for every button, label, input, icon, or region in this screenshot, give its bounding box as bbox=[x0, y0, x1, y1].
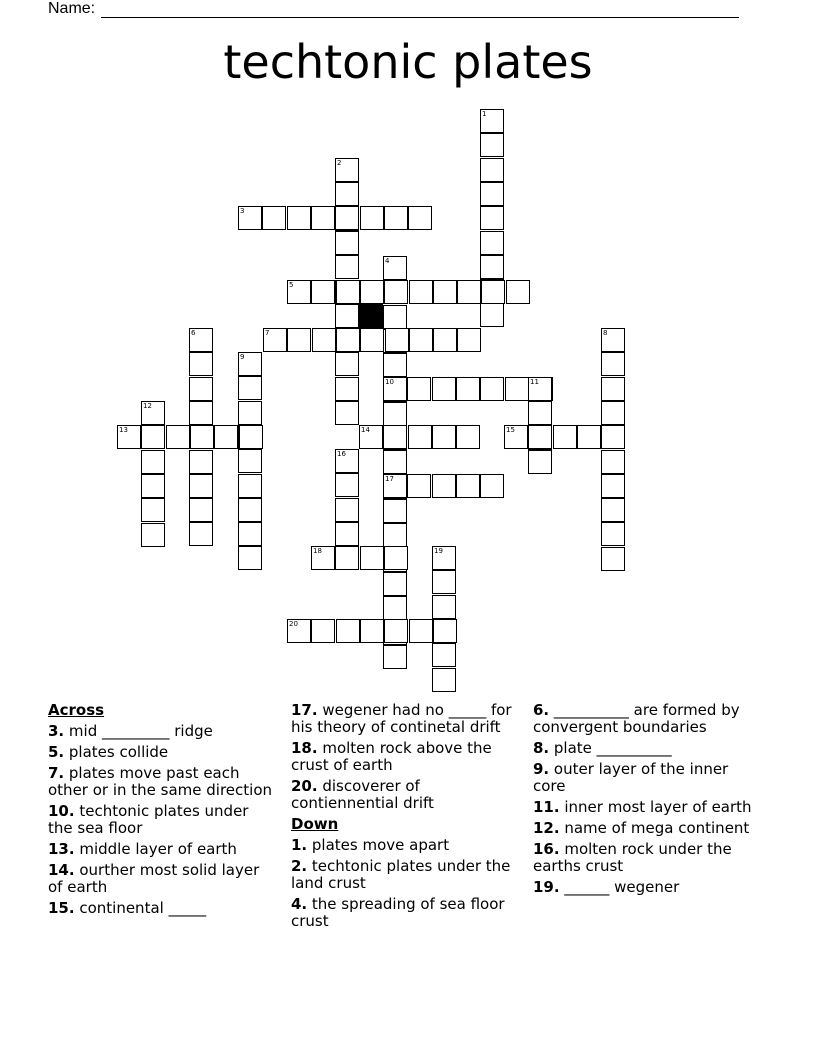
clue-item-text: discoverer of contiennential drift bbox=[291, 777, 434, 812]
clue-item bbox=[291, 896, 517, 930]
crossword-cell[interactable] bbox=[311, 206, 335, 230]
crossword-cell[interactable] bbox=[360, 546, 384, 570]
crossword-cell[interactable] bbox=[457, 280, 481, 304]
crossword-cell[interactable] bbox=[383, 402, 407, 426]
crossword-cell[interactable] bbox=[407, 377, 431, 401]
crossword-cell[interactable] bbox=[407, 474, 431, 498]
clue-item-text: plate __________ bbox=[549, 739, 672, 757]
clue-item-text: the spreading of sea floor crust bbox=[291, 895, 505, 930]
crossword-cell[interactable] bbox=[335, 182, 359, 206]
clue-item-text: outer layer of the inner core bbox=[533, 760, 729, 795]
clue-number: 6 bbox=[191, 329, 196, 337]
clue-number: 16 bbox=[337, 450, 346, 458]
crossword-cell[interactable] bbox=[383, 499, 407, 523]
crossword-cell[interactable] bbox=[432, 474, 456, 498]
crossword-cell[interactable] bbox=[409, 619, 433, 643]
clue-number: 7 bbox=[265, 329, 270, 337]
crossword-cell[interactable] bbox=[336, 280, 360, 304]
crossword-cell[interactable] bbox=[335, 255, 359, 279]
crossword-cell[interactable] bbox=[214, 425, 238, 449]
clue-item-text: plates move past each other or in the same direction bbox=[48, 764, 273, 799]
across-heading: Across bbox=[48, 701, 105, 719]
clue-item-text: techtonic plates under the land crust bbox=[291, 857, 511, 892]
clue-item-number: 12. bbox=[533, 819, 560, 837]
clue-number: 14 bbox=[361, 426, 370, 434]
crossword-cell[interactable] bbox=[433, 619, 457, 643]
crossword-cell[interactable] bbox=[189, 522, 213, 546]
crossword-cell[interactable] bbox=[189, 401, 213, 425]
crossword-cell[interactable] bbox=[432, 595, 456, 619]
clue-item-text: ourther most solid layer of earth bbox=[48, 861, 260, 896]
crossword-cell[interactable] bbox=[383, 305, 407, 329]
crossword-cell[interactable] bbox=[311, 280, 335, 304]
crossword-cell[interactable] bbox=[480, 303, 504, 327]
clue-item bbox=[291, 702, 517, 736]
crossword-cell[interactable] bbox=[601, 498, 625, 522]
clue-item-number: 5. bbox=[48, 743, 65, 761]
clue-number: 12 bbox=[143, 402, 152, 410]
crossword-cell[interactable] bbox=[480, 255, 504, 279]
crossword-cell[interactable] bbox=[528, 425, 552, 449]
page-title: techtonic plates bbox=[223, 35, 593, 89]
crossword-cell[interactable] bbox=[383, 572, 407, 596]
crossword-cell[interactable] bbox=[601, 401, 625, 425]
crossword-cell[interactable] bbox=[481, 280, 505, 304]
crossword-cell[interactable] bbox=[383, 425, 407, 449]
clue-item bbox=[48, 744, 276, 761]
crossword-cell[interactable] bbox=[480, 231, 504, 255]
clue-item-number: 2. bbox=[291, 857, 308, 875]
crossword-cell[interactable] bbox=[480, 158, 504, 182]
crossword-cell[interactable] bbox=[189, 498, 213, 522]
clue-item bbox=[48, 765, 276, 799]
crossword-cell[interactable] bbox=[480, 182, 504, 206]
clue-number: 8 bbox=[603, 329, 608, 337]
clue-item-text: middle layer of earth bbox=[74, 840, 237, 858]
clue-item-text: continental _____ bbox=[74, 899, 207, 917]
clue-item-text: molten rock under the earths crust bbox=[533, 840, 732, 875]
crossword-cell[interactable] bbox=[238, 401, 262, 425]
crossword-cell[interactable] bbox=[287, 206, 311, 230]
clue-number: 2 bbox=[337, 159, 342, 167]
clue-item-number: 13. bbox=[48, 840, 75, 858]
clue-item bbox=[533, 879, 763, 896]
crossword-cell[interactable] bbox=[384, 280, 408, 304]
crossword-cell[interactable] bbox=[601, 474, 625, 498]
crossword-cell[interactable] bbox=[311, 619, 335, 643]
crossword-cell[interactable] bbox=[189, 352, 213, 376]
crossword-cell[interactable] bbox=[383, 645, 407, 669]
crossword-cell[interactable] bbox=[238, 498, 262, 522]
clue-item-text: ______ wegener bbox=[559, 878, 680, 896]
crossword-cell[interactable] bbox=[312, 328, 336, 352]
clue-item-number: 4. bbox=[291, 895, 308, 913]
clue-item-number: 20. bbox=[291, 777, 318, 795]
crossword-cell[interactable] bbox=[480, 377, 504, 401]
down-clue-list bbox=[291, 837, 517, 930]
crossword-cell[interactable] bbox=[238, 546, 262, 570]
crossword-cell[interactable] bbox=[433, 280, 457, 304]
clue-number: 19 bbox=[434, 547, 443, 555]
crossword-cell[interactable] bbox=[335, 546, 359, 570]
crossword-cell[interactable] bbox=[601, 450, 625, 474]
crossword-cell[interactable] bbox=[141, 474, 165, 498]
crossword-cell[interactable] bbox=[432, 668, 456, 692]
crossword-cell[interactable] bbox=[456, 425, 480, 449]
clue-item-number: 18. bbox=[291, 739, 318, 757]
clue-item bbox=[291, 778, 517, 812]
clue-column-3 bbox=[533, 702, 763, 900]
crossword-cell[interactable] bbox=[456, 474, 480, 498]
clue-item bbox=[48, 862, 276, 896]
clue-item-number: 15. bbox=[48, 899, 75, 917]
crossword-cell[interactable] bbox=[456, 377, 480, 401]
clue-number: 1 bbox=[482, 110, 487, 118]
crossword-cell[interactable] bbox=[335, 304, 359, 328]
clue-number: 3 bbox=[240, 207, 245, 215]
crossword-cell[interactable] bbox=[601, 547, 625, 571]
crossword-cell[interactable] bbox=[383, 353, 407, 377]
crossword-cell[interactable] bbox=[335, 473, 359, 497]
clue-item-number: 11. bbox=[533, 798, 560, 816]
crossword-cell[interactable] bbox=[238, 474, 262, 498]
clue-item bbox=[533, 761, 763, 795]
crossword-cell[interactable] bbox=[360, 206, 384, 230]
crossword-cell[interactable] bbox=[385, 328, 409, 352]
clue-item-number: 9. bbox=[533, 760, 550, 778]
crossword-cell[interactable] bbox=[505, 377, 529, 401]
clue-item-number: 17. bbox=[291, 701, 318, 719]
clue-number: 20 bbox=[289, 620, 298, 628]
down-heading: Down bbox=[291, 815, 339, 833]
clue-number: 11 bbox=[530, 378, 539, 386]
crossword-cell[interactable] bbox=[239, 425, 263, 449]
crossword-cell[interactable] bbox=[528, 450, 552, 474]
clue-column-1 bbox=[48, 702, 276, 921]
across-clue-list bbox=[48, 723, 276, 917]
clue-item-number: 10. bbox=[48, 802, 75, 820]
crossword-cell[interactable] bbox=[432, 643, 456, 667]
clue-item-text: techtonic plates under the sea floor bbox=[48, 802, 249, 837]
crossword-cell[interactable] bbox=[553, 425, 577, 449]
crossword-cell[interactable] bbox=[336, 619, 360, 643]
clue-item bbox=[48, 841, 276, 858]
clue-item bbox=[533, 841, 763, 875]
crossword-cell[interactable] bbox=[409, 280, 433, 304]
clue-item-number: 14. bbox=[48, 861, 75, 879]
clue-number: 13 bbox=[119, 426, 128, 434]
clue-item bbox=[291, 858, 517, 892]
crossword-cell[interactable] bbox=[383, 523, 407, 547]
crossword-cell[interactable] bbox=[141, 523, 165, 547]
clue-item bbox=[533, 702, 763, 736]
clue-item-text: inner most layer of earth bbox=[559, 798, 752, 816]
crossword-cell[interactable] bbox=[189, 377, 213, 401]
crossword-cell[interactable] bbox=[480, 474, 504, 498]
clue-item-number: 1. bbox=[291, 836, 308, 854]
crossword-cell[interactable] bbox=[238, 449, 262, 473]
clue-item-text: __________ are formed by convergent boundaries bbox=[533, 701, 740, 736]
clue-item bbox=[533, 740, 763, 757]
clue-number: 4 bbox=[385, 257, 390, 265]
crossword-cell[interactable] bbox=[432, 425, 456, 449]
crossword-cell[interactable] bbox=[432, 377, 456, 401]
crossword-cell[interactable] bbox=[287, 328, 311, 352]
black-square bbox=[359, 304, 383, 328]
crossword-cell[interactable] bbox=[384, 206, 408, 230]
clue-item-number: 19. bbox=[533, 878, 560, 896]
crossword-cell[interactable] bbox=[335, 401, 359, 425]
crossword-cell[interactable] bbox=[383, 596, 407, 620]
crossword-cell[interactable] bbox=[335, 206, 359, 230]
clue-item bbox=[48, 900, 276, 917]
crossword-cell[interactable] bbox=[335, 352, 359, 376]
crossword-cell[interactable] bbox=[577, 425, 601, 449]
crossword-cell[interactable] bbox=[141, 450, 165, 474]
clue-number: 17 bbox=[385, 475, 394, 483]
crossword-cell[interactable] bbox=[408, 206, 432, 230]
crossword-cell[interactable] bbox=[457, 328, 481, 352]
clue-item-number: 7. bbox=[48, 764, 65, 782]
crossword-cell[interactable] bbox=[480, 206, 504, 230]
crossword-cell[interactable] bbox=[384, 546, 408, 570]
crossword-cell[interactable] bbox=[190, 425, 214, 449]
crossword-cell[interactable] bbox=[384, 619, 408, 643]
clue-item-number: 8. bbox=[533, 739, 550, 757]
crossword-cell[interactable] bbox=[360, 328, 384, 352]
crossword-cell[interactable] bbox=[189, 450, 213, 474]
crossword-cell[interactable] bbox=[360, 280, 384, 304]
crossword-cell[interactable] bbox=[601, 425, 625, 449]
clue-item bbox=[48, 723, 276, 740]
clue-number: 5 bbox=[289, 281, 294, 289]
crossword-cell[interactable] bbox=[480, 133, 504, 157]
clue-item-text: wegener had no _____ for his theory of continetal drift bbox=[291, 701, 512, 736]
clue-item bbox=[533, 799, 763, 816]
name-label: Name: bbox=[48, 0, 96, 17]
crossword-cell[interactable] bbox=[601, 522, 625, 546]
crossword-cell[interactable] bbox=[408, 425, 432, 449]
crossword-cell[interactable] bbox=[335, 498, 359, 522]
clue-item bbox=[291, 837, 517, 854]
clue-item-text: mid _________ ridge bbox=[64, 722, 213, 740]
across-clue-list-continued bbox=[291, 702, 517, 812]
clue-item-text: plates collide bbox=[64, 743, 169, 761]
crossword-cell[interactable] bbox=[601, 352, 625, 376]
crossword-cell[interactable] bbox=[141, 498, 165, 522]
crossword-cell[interactable] bbox=[238, 522, 262, 546]
clue-item-number: 6. bbox=[533, 701, 550, 719]
crossword-cell[interactable] bbox=[335, 522, 359, 546]
clue-column-2 bbox=[291, 702, 517, 934]
clue-item bbox=[48, 803, 276, 837]
clue-number: 10 bbox=[385, 378, 394, 386]
crossword-cell[interactable] bbox=[238, 376, 262, 400]
clue-item bbox=[291, 740, 517, 774]
clue-item bbox=[533, 820, 763, 837]
crossword-cell[interactable] bbox=[433, 328, 457, 352]
clue-number: 18 bbox=[313, 547, 322, 555]
crossword-cell[interactable] bbox=[189, 474, 213, 498]
crossword-cell[interactable] bbox=[335, 231, 359, 255]
crossword-cell[interactable] bbox=[360, 619, 384, 643]
crossword-cell[interactable] bbox=[335, 377, 359, 401]
clue-item-number: 3. bbox=[48, 722, 65, 740]
crossword-cell[interactable] bbox=[528, 401, 552, 425]
crossword-cell[interactable] bbox=[141, 425, 165, 449]
crossword-cell[interactable] bbox=[601, 377, 625, 401]
crossword-cell[interactable] bbox=[432, 570, 456, 594]
crossword-cell[interactable] bbox=[409, 328, 433, 352]
clue-number: 9 bbox=[240, 353, 245, 361]
crossword-cell[interactable] bbox=[166, 425, 190, 449]
clue-item-text: molten rock above the crust of earth bbox=[291, 739, 492, 774]
clue-item-text: name of mega continent bbox=[559, 819, 750, 837]
crossword-cell[interactable] bbox=[383, 450, 407, 474]
clue-number: 15 bbox=[506, 426, 515, 434]
crossword-cell[interactable] bbox=[506, 280, 530, 304]
clue-item-number: 16. bbox=[533, 840, 560, 858]
crossword-cell[interactable] bbox=[336, 328, 360, 352]
clue-item-text: plates move apart bbox=[307, 836, 450, 854]
crossword-cell[interactable] bbox=[262, 206, 286, 230]
down-clue-list-continued bbox=[533, 702, 763, 896]
